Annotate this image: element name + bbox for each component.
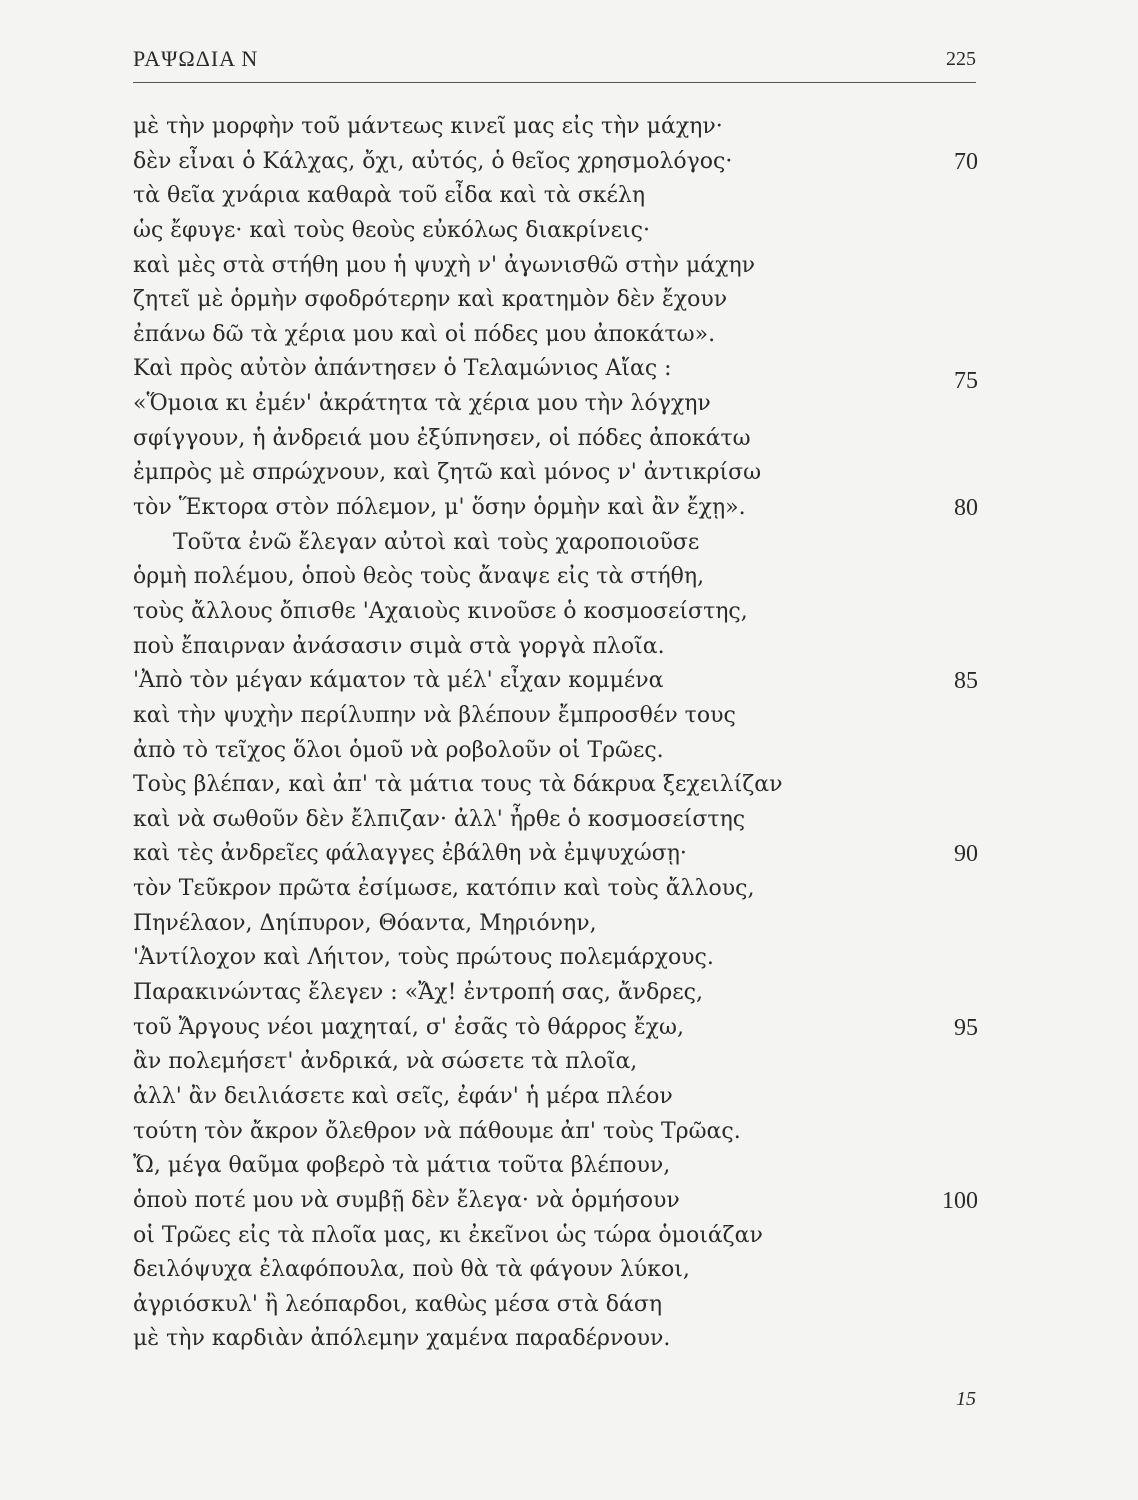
verse-text: ἀπὸ τὸ τεῖχος ὅλοι ὁμοῦ νὰ ροβολοῦν οἱ Τρῶες. <box>133 737 664 763</box>
verse-line <box>133 1184 978 1219</box>
verse-text: ἐπάνω δῶ τὰ χέρια μου καὶ οἱ πόδες μου ἀποκάτω». <box>133 321 716 347</box>
verse-block <box>133 110 978 1357</box>
verse-line <box>133 526 978 561</box>
verse-text: τὸν Τεῦκρον πρῶτα ἐσίμωσε, κατόπιν καὶ τοὺς ἄλλους, <box>133 876 755 902</box>
verse-text: ὡς ἔφυγε· καὶ τοὺς θεοὺς εὐκόλως διακρίνεις· <box>133 217 650 243</box>
verse-line <box>133 283 978 318</box>
verse-text: καὶ νὰ σωθοῦν δὲν ἔλπιζαν· ἀλλ' ἦρθε ὁ κοσμοσείστης <box>133 806 746 832</box>
verse-line <box>133 456 978 491</box>
verse-line <box>133 387 978 422</box>
page-header <box>133 44 976 83</box>
verse-text: οἱ Τρῶες εἰς τὰ πλοῖα μας, κι ἐκεῖνοι ὡς τώρα ὁμοιάζαν <box>133 1222 763 1248</box>
verse-line <box>133 491 978 526</box>
verse-text: καὶ τὲς ἀνδρεῖες φάλαγγες ἐβάλθη νὰ ἐμψυχώσῃ· <box>133 841 687 867</box>
verse-text: καὶ τὴν ψυχὴν περίλυπην νὰ βλέπουν ἔμπροσθέν τους <box>133 702 736 728</box>
verse-text: δειλόψυχα ἐλαφόπουλα, ποὺ θὰ τὰ φάγουν λύκοι, <box>133 1257 690 1283</box>
verse-text: δὲν εἶναι ὁ Κάλχας, ὄχι, αὐτός, ὁ θεῖος χρησμολόγος· <box>133 148 733 174</box>
verse-text: Τοῦτα ἐνῶ ἔλεγαν αὐτοὶ καὶ τοὺς χαροποιοῦσε <box>173 529 700 555</box>
verse-text: Τοὺς βλέπαν, καὶ ἀπ' τὰ μάτια τους τὰ δάκρυα ξεχειλίζαν <box>133 772 783 798</box>
verse-line <box>133 976 978 1011</box>
verse-line <box>133 110 978 145</box>
verse-text: Καὶ πρὸς αὐτὸν ἀπάντησεν ὁ Τελαμώνιος Αἴας : <box>133 356 672 382</box>
verse-line <box>133 768 978 803</box>
verse-text: τοῦ Ἄργους νέοι μαχηταί, σ' ἐσᾶς τὸ θάρρος ἔχω, <box>133 1014 684 1040</box>
verse-text: 'Ἀπὸ τὸν μέγαν κάματον τὰ μέλ' εἶχαν κομμένα <box>133 668 664 694</box>
verse-text: καὶ μὲς στὰ στήθη μου ἡ ψυχὴ ν' ἀγωνισθῶ στὴν μάχην <box>133 252 756 278</box>
verse-line <box>133 352 978 395</box>
line-number: 85 <box>954 668 978 695</box>
verse-line <box>133 179 978 214</box>
line-number: 75 <box>954 368 978 395</box>
verse-text: ἀλλ' ἂν δειλιάσετε καὶ σεῖς, ἐφάν' ἡ μέρα πλέον <box>133 1083 673 1109</box>
verse-line <box>133 630 978 665</box>
verse-text: ἀγριόσκυλ' ἢ λεόπαρδοι, καθὼς μέσα στὰ δάση <box>133 1291 663 1317</box>
verse-text: ποὺ ἔπαιρναν ἀνάσασιν σιμὰ στὰ γοργὰ πλοῖα. <box>133 633 665 659</box>
verse-text: 'Ἀντίλοχον καὶ Λήιτον, τοὺς πρώτους πολεμάρχους. <box>133 945 714 971</box>
line-number: 70 <box>954 148 978 175</box>
verse-text: ἐμπρὸς μὲ σπρώχνουν, καὶ ζητῶ καὶ μόνος ν' ἀντικρίσω <box>133 460 762 486</box>
verse-line <box>133 595 978 630</box>
verse-line <box>133 214 978 249</box>
verse-text: τὸν Ἕκτορα στὸν πόλεμον, μ' ὅσην ὁρμὴν καὶ ἂν ἔχῃ». <box>133 495 746 521</box>
line-number: 100 <box>942 1187 978 1214</box>
verse-line <box>133 1115 978 1150</box>
verse-text: μὲ τὴν μορφὴν τοῦ μάντεως κινεῖ μας εἰς τὴν μάχην· <box>133 114 723 139</box>
verse-text: Παρακινώντας ἔλεγεν : «Ἄχ! ἐντροπή σας, ἄνδρες, <box>133 980 703 1006</box>
line-number: 80 <box>954 495 978 522</box>
verse-text: ὁρμὴ πολέμου, ὁποὺ θεὸς τοὺς ἄναψε εἰς τὰ στήθη, <box>133 564 705 590</box>
line-number: 95 <box>954 1014 978 1041</box>
verse-line <box>133 1322 978 1357</box>
verse-text: τὰ θεῖα χνάρια καθαρὰ τοῦ εἶδα καὶ τὰ σκέλη <box>133 183 646 209</box>
verse-text: τοὺς ἄλλους ὄπισθε 'Αχαιοὺς κινοῦσε ὁ κοσμοσείστης, <box>133 598 748 624</box>
verse-line <box>133 560 978 595</box>
verse-line <box>133 145 978 180</box>
verse-text: μὲ τὴν καρδιὰν ἀπόλεμην χαμένα παραδέρνουν. <box>133 1326 671 1352</box>
verse-line <box>133 907 978 942</box>
verse-line <box>133 1149 978 1184</box>
verse-line <box>133 699 978 734</box>
verse-line <box>133 422 978 457</box>
verse-line <box>133 1219 978 1254</box>
page-number: 225 <box>946 48 976 70</box>
verse-text: ἂν πολεμήσετ' ἀνδρικά, νὰ σώσετε τὰ πλοῖα, <box>133 1049 638 1075</box>
verse-line <box>133 872 978 907</box>
verse-text: τούτη τὸν ἄκρον ὄλεθρον νὰ πάθουμε ἀπ' τοὺς Τρῶας. <box>133 1118 741 1144</box>
verse-text: Πηνέλαον, Δηίπυρον, Θόαντα, Μηριόνην, <box>133 910 597 936</box>
verse-line <box>133 1288 978 1323</box>
verse-line <box>133 318 978 353</box>
line-number: 90 <box>954 841 978 868</box>
signature-mark: 15 <box>956 1388 976 1410</box>
verse-line <box>133 664 978 699</box>
verse-text: ὁποὺ ποτέ μου νὰ συμβῇ δὲν ἔλεγα· νὰ ὁρμήσουν <box>133 1187 680 1213</box>
verse-line <box>133 803 978 838</box>
verse-line <box>133 1253 978 1288</box>
running-title: ΡΑΨΩΔΙΑ Ν <box>133 46 259 71</box>
verse-line <box>133 734 978 769</box>
verse-text: «Ὅμοια κι ἐμέν' ἀκράτητα τὰ χέρια μου τὴν λόγχην <box>133 391 711 417</box>
verse-line <box>133 249 978 284</box>
verse-line <box>133 1011 978 1046</box>
verse-line <box>133 941 978 976</box>
verse-line <box>133 1045 978 1080</box>
verse-text: σφίγγουν, ἡ ἀνδρειά μου ἐξύπνησεν, οἱ πόδες ἀποκάτω <box>133 425 751 451</box>
verse-line <box>133 837 978 872</box>
verse-line <box>133 1080 978 1115</box>
verse-text: ζητεῖ μὲ ὁρμὴν σφοδρότερην καὶ κρατημὸν δὲν ἔχουν <box>133 287 728 313</box>
verse-text: Ὤ, μέγα θαῦμα φοβερὸ τὰ μάτια τοῦτα βλέπουν, <box>133 1153 671 1179</box>
